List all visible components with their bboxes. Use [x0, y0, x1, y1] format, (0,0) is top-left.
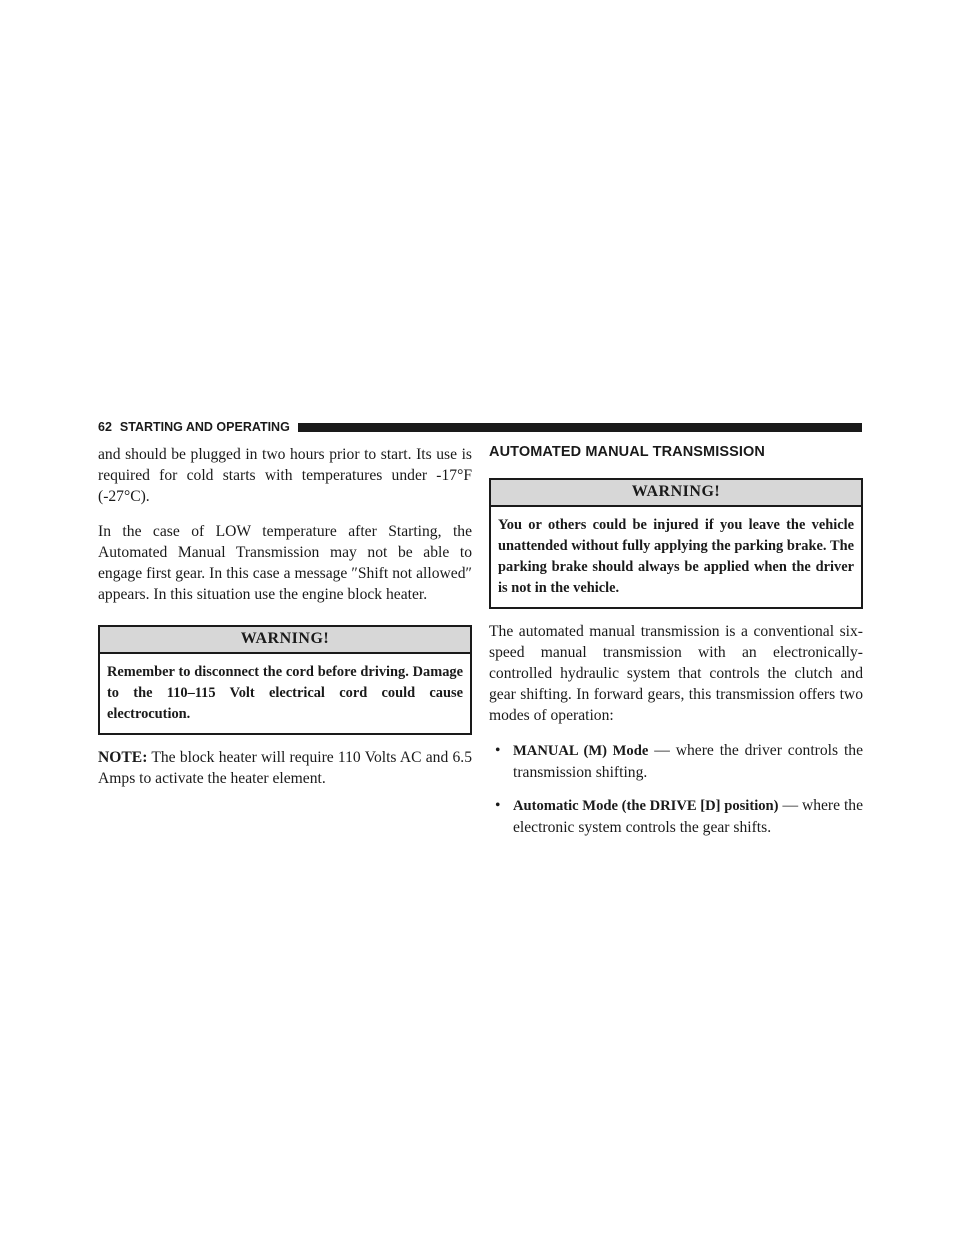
note-label: NOTE: — [98, 749, 148, 766]
bullet-icon: • — [495, 742, 501, 759]
list-text: — where the electronic system controls the gear shifts. — [513, 797, 863, 836]
paragraph: The automated manual transmission is a conventional six-speed manual transmission with an electronically-controlled hydraulic system that controls the clutch and gear shifting. In forward gears, this transmission offers two modes of operation: — [489, 623, 863, 724]
note-paragraph — [98, 747, 472, 789]
paragraph: and should be plugged in two hours prior to start. Its use is required for cold starts with temperatures under -17°F (-27°C). — [98, 446, 472, 505]
left-column — [98, 444, 472, 803]
warning-title: WARNING! — [100, 627, 470, 654]
right-column — [489, 444, 863, 850]
list-text: — where the driver controls the transmission shifting. — [513, 742, 863, 781]
list-item — [489, 795, 863, 838]
warning-box — [98, 625, 472, 735]
section-title: STARTING AND OPERATING — [119, 420, 290, 434]
warning-box — [489, 478, 863, 609]
list-term: MANUAL (M) Mode — [513, 743, 649, 759]
paragraph: In the case of LOW temperature after Starting, the Automated Manual Transmission may not be able to engage first gear. In this case a message ″Shift not allowed″ appears. In this situation use the engine block heater. — [98, 523, 472, 603]
section-heading: AUTOMATED MANUAL TRANSMISSION — [489, 444, 765, 460]
warning-title: WARNING! — [491, 480, 861, 507]
note-text: The block heater will require 110 Volts AC and 6.5 Amps to activate the heater element. — [98, 749, 472, 787]
list-term: Automatic Mode (the DRIVE [D] position) — [513, 798, 779, 814]
warning-text: You or others could be injured if you leave the vehicle unattended without fully applying the parking brake. The parking brake should always be applied when the driver is not in the vehicle. — [498, 517, 854, 596]
bullet-icon: • — [495, 797, 501, 814]
page-header — [98, 420, 862, 434]
warning-text: Remember to disconnect the cord before driving. Damage to the 110–115 Volt electrical cord could cause electrocution. — [107, 664, 463, 722]
page-number: 62 — [98, 420, 112, 434]
list-item — [489, 740, 863, 783]
header-rule — [298, 423, 862, 432]
mode-list — [489, 740, 863, 838]
